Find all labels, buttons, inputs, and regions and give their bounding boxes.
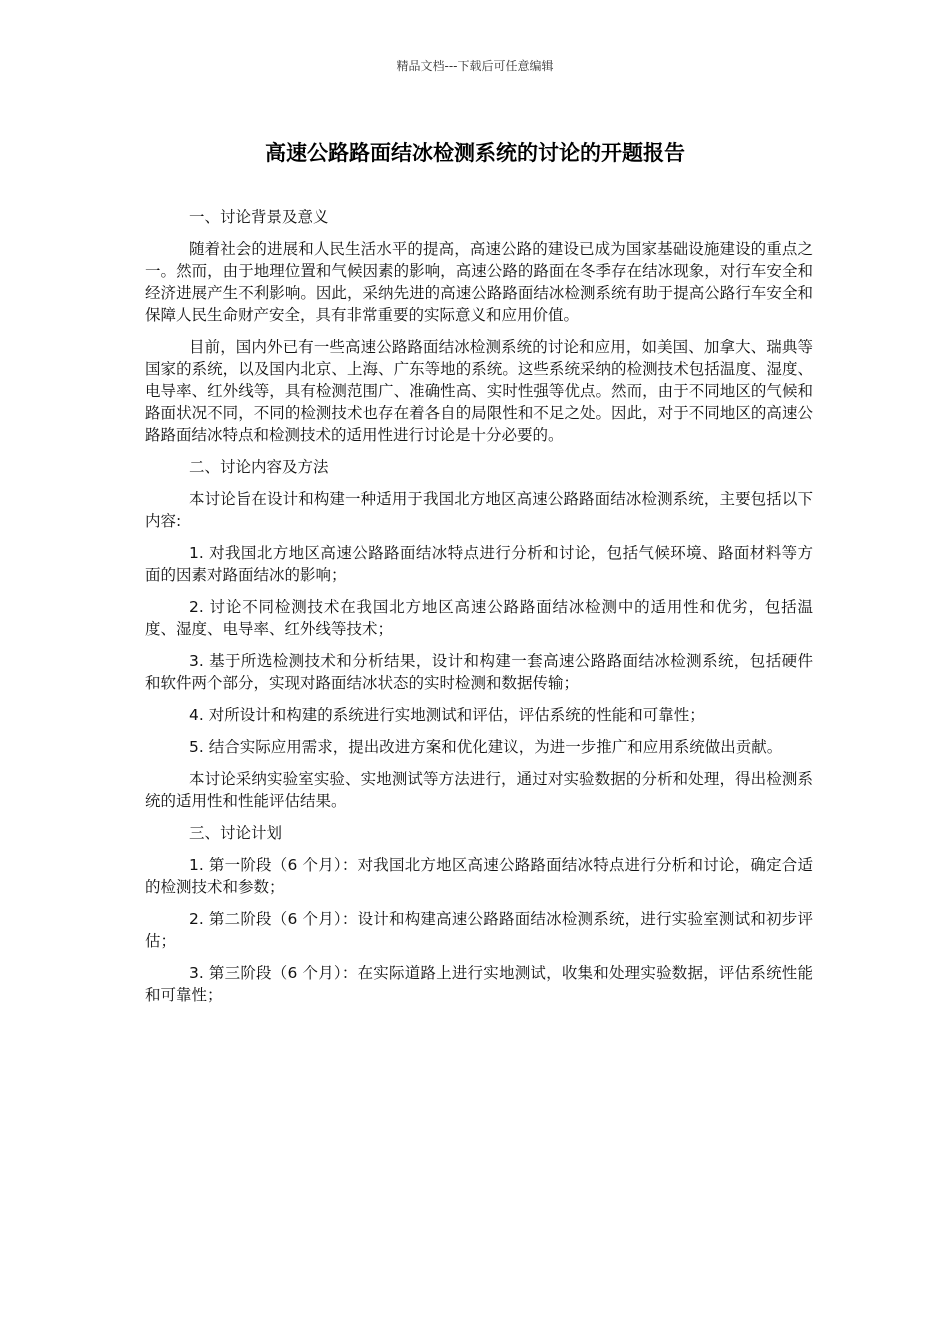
paragraph-background-2: 目前，国内外已有一些高速公路路面结冰检测系统的讨论和应用，如美国、加拿大、瑞典等国家的系统，以及国内北京、上海、广东等地的系统。这些系统采纳的检测技术包括温度、湿度、电导率、红外线等，具有检测范围广、准确性高、实时性强等优点。然而，由于不同地区的气候和路面状况不同，不同的检测技术也存在着各自的局限性和不足之处。因此，对于不同地区的高速公路路面结冰特点和检测技术的适用性进行讨论是十分必要的。 [145,338,813,444]
section-heading-plan: 三、讨论计划 [189,824,283,842]
list-item-content-5: 5. 结合实际应用需求，提出改进方案和优化建议，为进一步推广和应用系统做出贡献。 [189,738,783,756]
section-heading-content-methods: 二、讨论内容及方法 [189,458,329,476]
paragraph-content-intro: 本讨论旨在设计和构建一种适用于我国北方地区高速公路路面结冰检测系统，主要包括以下内容: [145,490,813,530]
document-body [145,206,813,1016]
header-watermark: 精品文档---下载后可任意编辑 [396,59,554,73]
list-item-content-4: 4. 对所设计和构建的系统进行实地测试和评估，评估系统的性能和可靠性； [189,706,705,724]
list-item-content-2: 2. 讨论不同检测技术在我国北方地区高速公路路面结冰检测中的适用性和优劣，包括温度、湿度、电导率、红外线等技术； [145,598,813,638]
list-item-plan-2: 2. 第二阶段（6 个月）：设计和构建高速公路路面结冰检测系统，进行实验室测试和初步评估； [145,910,813,950]
list-item-content-1: 1. 对我国北方地区高速公路路面结冰特点进行分析和讨论，包括气候环境、路面材料等方面的因素对路面结冰的影响； [145,544,813,584]
list-item-content-3: 3. 基于所选检测技术和分析结果，设计和构建一套高速公路路面结冰检测系统，包括硬件和软件两个部分，实现对路面结冰状态的实时检测和数据传输； [145,652,813,692]
paragraph-background-1: 随着社会的进展和人民生活水平的提高，高速公路的建设已成为国家基础设施建设的重点之一。然而，由于地理位置和气候因素的影响，高速公路的路面在冬季存在结冰现象，对行车安全和经济进展产生不利影响。因此，采纳先进的高速公路路面结冰检测系统有助于提高公路行车安全和保障人民生命财产安全，具有非常重要的实际意义和应用价值。 [145,240,813,324]
paragraph-methods: 本讨论采纳实验室实验、实地测试等方法进行，通过对实验数据的分析和处理，得出检测系统的适用性和性能评估结果。 [145,770,813,810]
section-heading-background: 一、讨论背景及意义 [189,208,329,226]
list-item-plan-3: 3. 第三阶段（6 个月）：在实际道路上进行实地测试，收集和处理实验数据，评估系统性能和可靠性； [145,964,813,1004]
document-title: 高速公路路面结冰检测系统的讨论的开题报告 [265,141,685,165]
list-item-plan-1: 1. 第一阶段（6 个月）：对我国北方地区高速公路路面结冰特点进行分析和讨论，确定合适的检测技术和参数； [145,856,813,896]
